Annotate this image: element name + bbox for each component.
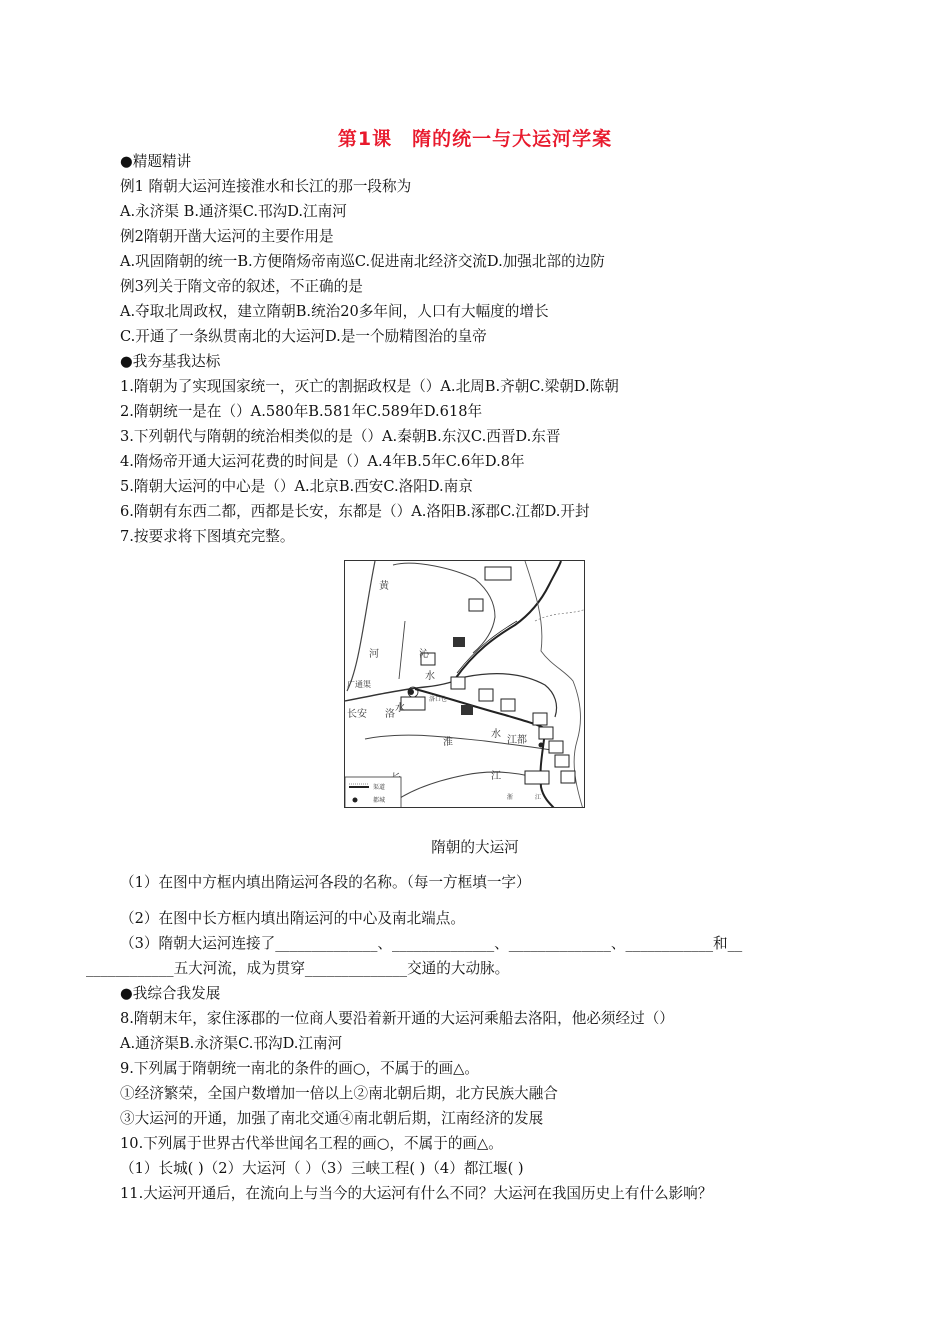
question-9: 9.下列属于隋朝统一南北的条件的画○，不属于的画△。 [120, 1060, 479, 1077]
example-question: 例1 隋朝大运河连接淮水和长江的那一段称为 [120, 178, 412, 195]
question-9-items: ①经济繁荣，全国户数增加一倍以上②南北朝后期，北方民族大融合 [120, 1085, 558, 1102]
label-luokoucang: 洛口仓 [429, 696, 448, 703]
question-11: 11.大运河开通后，在流向上与当今的大运河有什么不同？大运河在我国历史上有什么影响？ [120, 1185, 713, 1202]
example-question: 例2隋朝开凿大运河的主要作用是 [120, 228, 334, 245]
question-2: 2.隋朝统一是在（）A.580年B.581年C.589年D.618年 [120, 403, 483, 420]
question-8: 8.隋朝末年，家住涿郡的一位商人要沿着新开通的大运河乘船去洛阳，他必须经过（） [120, 1010, 674, 1027]
question-1: 1.隋朝为了实现国家统一，灭亡的割据政权是（）A.北周B.齐朝C.梁朝D.陈朝 [120, 378, 619, 395]
label-luo: 洛 [385, 709, 395, 720]
label-he: 河 [369, 649, 379, 660]
question-7: 7.按要求将下图填充完整。 [120, 528, 295, 545]
question-7-part-2: （2）在图中长方框内填出隋运河的中心及南北端点。 [120, 910, 465, 927]
label-huang: 黄 [379, 581, 389, 592]
question-10: 10.下列属于世界古代举世闻名工程的画○，不属于的画△。 [120, 1135, 503, 1152]
example-options: A.永济渠 B.通济渠C.邗沟D.江南河 [120, 203, 347, 220]
question-9-items: ③大运河的开通，加强了南北交通④南北朝后期，江南经济的发展 [120, 1110, 544, 1127]
grand-canal-map [344, 560, 585, 808]
question-4: 4.隋炀帝开通大运河花费的时间是（）A.4年B.5年C.6年D.8年 [120, 453, 525, 470]
label-zhejiang: 江 [535, 794, 542, 801]
label-qin: 沁 [419, 649, 429, 660]
map-caption: 隋朝的大运河 [431, 839, 519, 856]
label-jiangdu: 江都 [507, 735, 527, 746]
question-6: 6.隋朝有东西二都，西都是长安，东都是（）A.洛阳B.涿郡C.江都D.开封 [120, 503, 590, 520]
label-huaishui: 水 [491, 729, 501, 740]
legend-canal: 渠道 [373, 784, 386, 791]
example-options: C.开通了一条纵贯南北的大运河D.是一个励精图治的皇帝 [120, 328, 487, 345]
label-jiang: 江 [491, 771, 501, 782]
question-5: 5.隋朝大运河的中心是（）A.北京B.西安C.洛阳D.南京 [120, 478, 473, 495]
label-huai: 淮 [443, 737, 453, 748]
question-8-options: A.通济渠B.永济渠C.邗沟D.江南河 [120, 1035, 343, 1052]
section-heading: ●精题精讲 [120, 153, 192, 170]
label-changan: 长安 [347, 709, 367, 720]
example-question: 例3列关于隋文帝的叙述，不正确的是 [120, 278, 363, 295]
label-luoshui: 水 [395, 703, 405, 714]
legend-capital: 都城 [373, 797, 386, 804]
question-7-part-3: （3）隋朝大运河连接了______________、______________、______________、____________和__ [120, 935, 743, 952]
label-zhe: 浙 [507, 794, 514, 801]
question-10-items: （1）长城( )（2）大运河（ ）（3）三峡工程( )（4）都江堰( ) [120, 1160, 524, 1177]
example-options: A.巩固隋朝的统一B.方便隋炀帝南巡C.促进南北经济交流D.加强北部的边防 [120, 253, 605, 270]
label-shui: 水 [425, 671, 435, 682]
question-7-part-3-cont: ____________五大河流，成为贯穿______________交通的大动脉。 [86, 960, 510, 977]
label-guangtongqu: 广通渠 [347, 680, 371, 689]
section-heading: ●我夯基我达标 [120, 353, 221, 370]
question-3: 3.下列朝代与隋朝的统治相类似的是（）A.秦朝B.东汉C.西晋D.东晋 [120, 428, 561, 445]
question-7-part-1: （1）在图中方框内填出隋运河各段的名称。（每一方框填一字） [120, 874, 531, 891]
page-title: 第1课 隋的统一与大运河学案 [337, 128, 613, 150]
example-options: A.夺取北周政权，建立隋朝B.统治20多年间，人口有大幅度的增长 [120, 303, 549, 320]
section-heading: ●我综合我发展 [120, 985, 221, 1002]
